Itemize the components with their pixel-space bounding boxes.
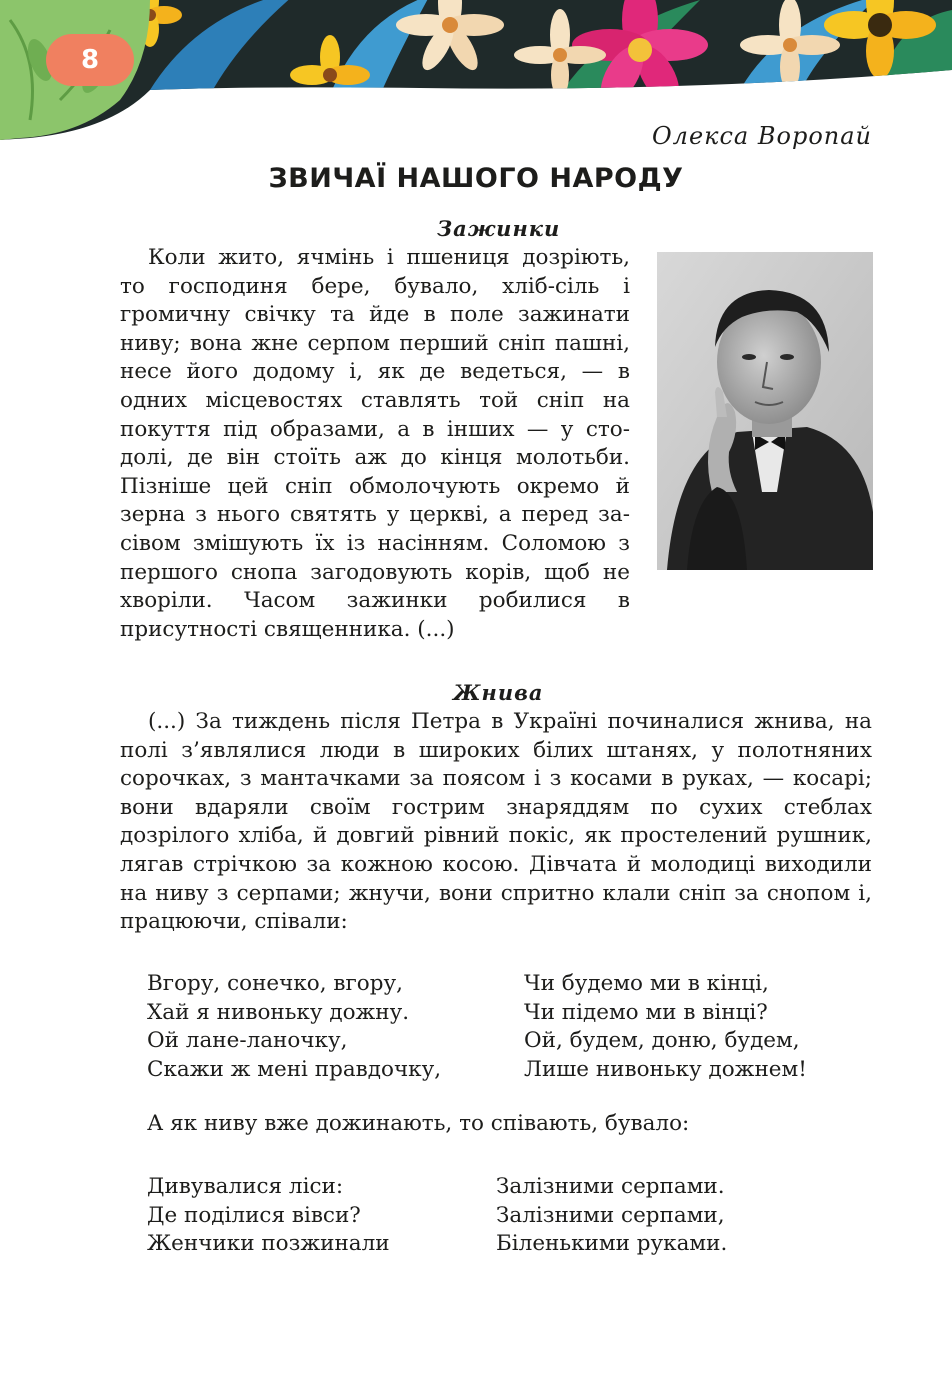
verse-line: Чи будемо ми в кінці, — [524, 971, 769, 996]
section-heading-zazhynky: Зажинки — [437, 216, 561, 241]
verse-line: Лише нивоньку дожнем! — [524, 1056, 807, 1082]
verse-line: Де поділися вівси? — [147, 1202, 361, 1228]
verse-line: Залізними серпами. — [496, 1174, 725, 1199]
verse-line: Дивувалися ліси: — [147, 1174, 344, 1199]
verse-line: Скажи ж мені правдочку, — [147, 1056, 442, 1082]
interlude-text: А як ниву вже дожинають, то співають, бувало: — [147, 1111, 690, 1136]
section-paragraph-zazhynky — [120, 244, 630, 644]
verse-line: Ой лане-ланочку, — [147, 1028, 348, 1054]
verse-line: Залізними серпами, — [496, 1202, 725, 1228]
section-paragraph-text: Коли жито, ячмінь і пшениця дозріють, то господиня бере, бувало, хліб-сіль і громичну свічку та йде в поле зажинати ниву; вона жне серпом перший сніп пашні, несе його додому і, як де ведеться, — в одних місцевостях ставлять той сніп на покуття під образами, а в інших — у стодолі, де він стоїть аж до кінця молотьби. Пізніше цей сніп обмолочують окремо й зерна з нього святять у церкві, а перед засівом змішують їх із насінням. Соломою з першого снопа загодовують корів, щоб не хворіли. Часом зажинки робилися в присутності священника. (...) — [120, 245, 630, 642]
verse-line: Женчики позжинали — [147, 1231, 390, 1257]
verse-line: Чи підемо ми в вінці? — [524, 999, 768, 1025]
verse-line: Хай я нивоньку дожну. — [147, 999, 410, 1025]
song-1-right-column — [524, 970, 807, 1084]
page-title: ЗВИЧАЇ НАШОГО НАРОДУ — [268, 163, 684, 194]
verse-line: Біленькими руками. — [496, 1231, 728, 1257]
verse-line: Ой, будем, доню, будем, — [524, 1028, 800, 1054]
section-paragraph-text: (...) За тиждень після Петра в Україні починалися жнива, на полі з’являлися люди в широких білих штанях, у полотняних сорочках, з мантачками за поясом і з косами в руках, — косарі; вони вдаряли своїм гострим знаряддям по сухих стеблах дозрілого хліба, й довгий рівний покіс, як простелений рушник, лягав стрічкою за кожною косою. Дівчата й молодиці виходили на ниву з серпами; жнучи, вони спритно клали сніп за снопом і, працюючи, співали: — [120, 709, 872, 935]
song-2-right-column — [496, 1173, 727, 1259]
page-number-badge: 8 — [46, 34, 134, 86]
verse-line: Вгору, сонечко, вгору, — [147, 971, 403, 996]
section-heading-zhnyva: Жнива — [453, 680, 544, 705]
author-portrait-photo — [657, 252, 873, 570]
floral-header-banner — [0, 0, 952, 140]
author-name: Олекса Воропай — [652, 122, 872, 150]
song-2-left-column — [147, 1173, 390, 1259]
song-1-left-column — [147, 970, 441, 1084]
section-paragraph-zhnyva — [120, 708, 872, 937]
